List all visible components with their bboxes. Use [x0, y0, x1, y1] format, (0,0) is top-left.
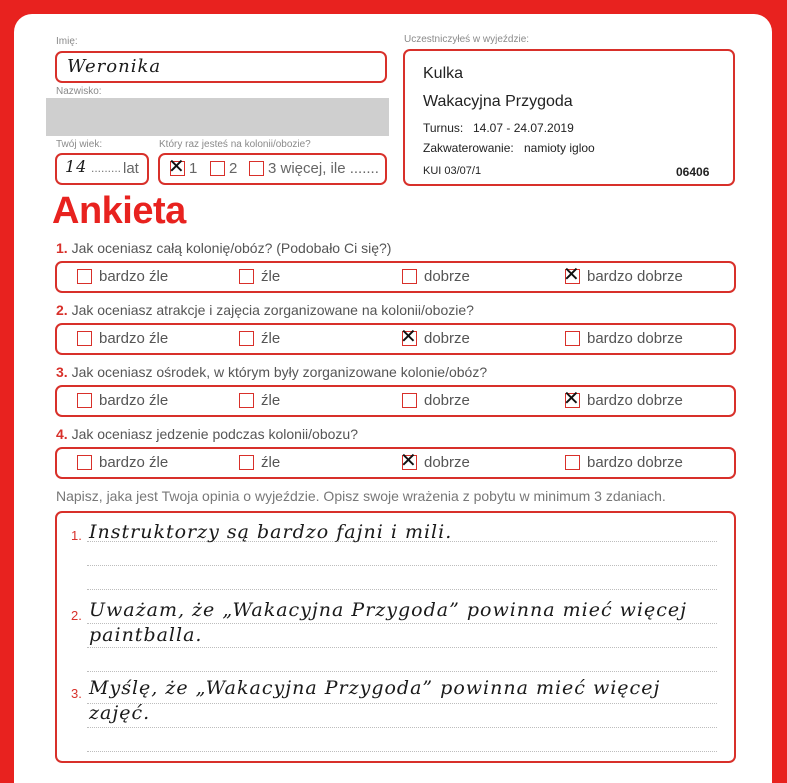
info-turnus-value: 14.07 - 24.07.2019 [473, 121, 574, 135]
answer-3-line-1: Myślę, że „Wakacyjna Przygoda” powinna mieć więcej [89, 677, 661, 699]
rating-option-label: bardzo źle [99, 392, 169, 409]
answer-2-line-2: paintballa. [89, 624, 203, 646]
info-accommodation-label: Zakwaterowanie: [423, 141, 514, 155]
check-mark-icon: ✕ [400, 324, 417, 348]
rating-option-label: bardzo źle [99, 330, 169, 347]
name-field[interactable] [55, 51, 387, 83]
name-label: Imię: [56, 36, 78, 47]
check-mark-icon: ✕ [563, 262, 580, 286]
answer-row-3 [55, 385, 736, 417]
rating-option-label: źle [261, 392, 281, 409]
opinion-box[interactable] [55, 511, 736, 763]
info-panel [403, 49, 735, 186]
rating-checkbox[interactable] [239, 393, 254, 408]
rating-option-label: źle [261, 330, 281, 347]
check-mark-icon: ✕ [400, 448, 417, 472]
age-unit: lat [123, 160, 139, 177]
question-text: Jak oceniasz całą kolonię/obóz? (Podobało Ci się?) [71, 240, 392, 256]
rating-checkbox[interactable] [77, 393, 92, 408]
answer-row-2 [55, 323, 736, 355]
survey-sheet [14, 14, 772, 783]
age-value: 14 [65, 157, 88, 176]
info-trip: Wakacyjna Przygoda [423, 93, 573, 110]
times-option-3: 3 więcej, ile ....... [268, 160, 379, 177]
question-number: 3. [56, 364, 68, 380]
rating-option-label: dobrze [424, 268, 470, 285]
times-label: Który raz jesteś na kolonii/obozie? [159, 139, 311, 150]
name-value: Weronika [67, 56, 162, 77]
question-number: 4. [56, 426, 68, 442]
answer-number-3: 3. [71, 686, 82, 701]
rating-option-label: bardzo dobrze [587, 392, 683, 409]
rating-option-label: dobrze [424, 392, 470, 409]
ruled-line [87, 671, 717, 672]
ruled-line [87, 727, 717, 728]
rating-checkbox[interactable] [77, 269, 92, 284]
times-checkbox-3[interactable] [249, 161, 264, 176]
ruled-line [87, 589, 717, 590]
question-number: 2. [56, 302, 68, 318]
answer-3-line-2: zajęć. [89, 702, 151, 724]
question-4 [56, 426, 358, 442]
ruled-line [87, 647, 717, 648]
rating-option-label: dobrze [424, 330, 470, 347]
survey-title: Ankieta [52, 190, 186, 232]
rating-checkbox[interactable] [563, 262, 580, 286]
question-1 [56, 240, 391, 256]
rating-checkbox[interactable] [239, 269, 254, 284]
check-mark-icon: ✕ [168, 154, 185, 178]
rating-checkbox[interactable] [565, 331, 580, 346]
surname-label: Nazwisko: [56, 86, 102, 97]
rating-checkbox[interactable] [565, 455, 580, 470]
question-text: Jak oceniasz jedzenie podczas kolonii/obozu? [71, 426, 358, 442]
rating-option-label: bardzo źle [99, 268, 169, 285]
rating-checkbox[interactable] [77, 331, 92, 346]
times-checkbox-1[interactable] [168, 154, 185, 178]
ruled-line [87, 751, 717, 752]
surname-redaction [46, 98, 389, 136]
info-accommodation-value: namioty igloo [524, 141, 595, 155]
age-field[interactable] [55, 153, 149, 185]
info-code: KUI 03/07/1 [423, 165, 482, 177]
info-number: 06406 [676, 165, 710, 179]
rating-option-label: źle [261, 454, 281, 471]
opinion-prompt: Napisz, jaka jest Twoja opinia o wyjeździe. Opisz swoje wrażenia z pobytu w minimum 3 zdaniach. [56, 488, 666, 504]
rating-checkbox[interactable] [77, 455, 92, 470]
ruled-line [87, 703, 717, 704]
rating-checkbox[interactable] [402, 269, 417, 284]
rating-option-label: bardzo dobrze [587, 268, 683, 285]
answer-2-line-1: Uważam, że „Wakacyjna Przygoda” powinna mieć więcej [89, 599, 688, 621]
rating-checkbox[interactable] [239, 331, 254, 346]
answer-number-1: 1. [71, 528, 82, 543]
question-2 [56, 302, 474, 318]
age-dots: ......... [91, 161, 122, 175]
question-text: Jak oceniasz atrakcje i zajęcia zorganizowane na kolonii/obozie? [71, 302, 474, 318]
rating-option-label: bardzo dobrze [587, 330, 683, 347]
times-option-2: 2 [229, 160, 238, 177]
answer-1-line-1: Instruktorzy są bardzo fajni i mili. [89, 521, 453, 543]
rating-option-label: dobrze [424, 454, 470, 471]
info-company: Kulka [423, 65, 464, 82]
rating-checkbox[interactable] [400, 324, 417, 348]
question-text: Jak oceniasz ośrodek, w którym były zorganizowane kolonie/obóz? [71, 364, 488, 380]
times-checkbox-2[interactable] [210, 161, 225, 176]
times-option-1: 1 [189, 160, 198, 177]
rating-option-label: źle [261, 268, 281, 285]
question-number: 1. [56, 240, 68, 256]
question-3 [56, 364, 487, 380]
info-turnus-label: Turnus: [423, 121, 464, 135]
answer-row-1 [55, 261, 736, 293]
info-panel-label: Uczestniczyłeś w wyjeździe: [404, 34, 530, 45]
rating-option-label: bardzo źle [99, 454, 169, 471]
rating-option-label: bardzo dobrze [587, 454, 683, 471]
times-field [158, 153, 387, 185]
check-mark-icon: ✕ [563, 386, 580, 410]
rating-checkbox[interactable] [402, 393, 417, 408]
answer-row-4 [55, 447, 736, 479]
answer-number-2: 2. [71, 608, 82, 623]
ruled-line [87, 565, 717, 566]
rating-checkbox[interactable] [239, 455, 254, 470]
age-label: Twój wiek: [56, 139, 103, 150]
rating-checkbox[interactable] [400, 448, 417, 472]
rating-checkbox[interactable] [563, 386, 580, 410]
